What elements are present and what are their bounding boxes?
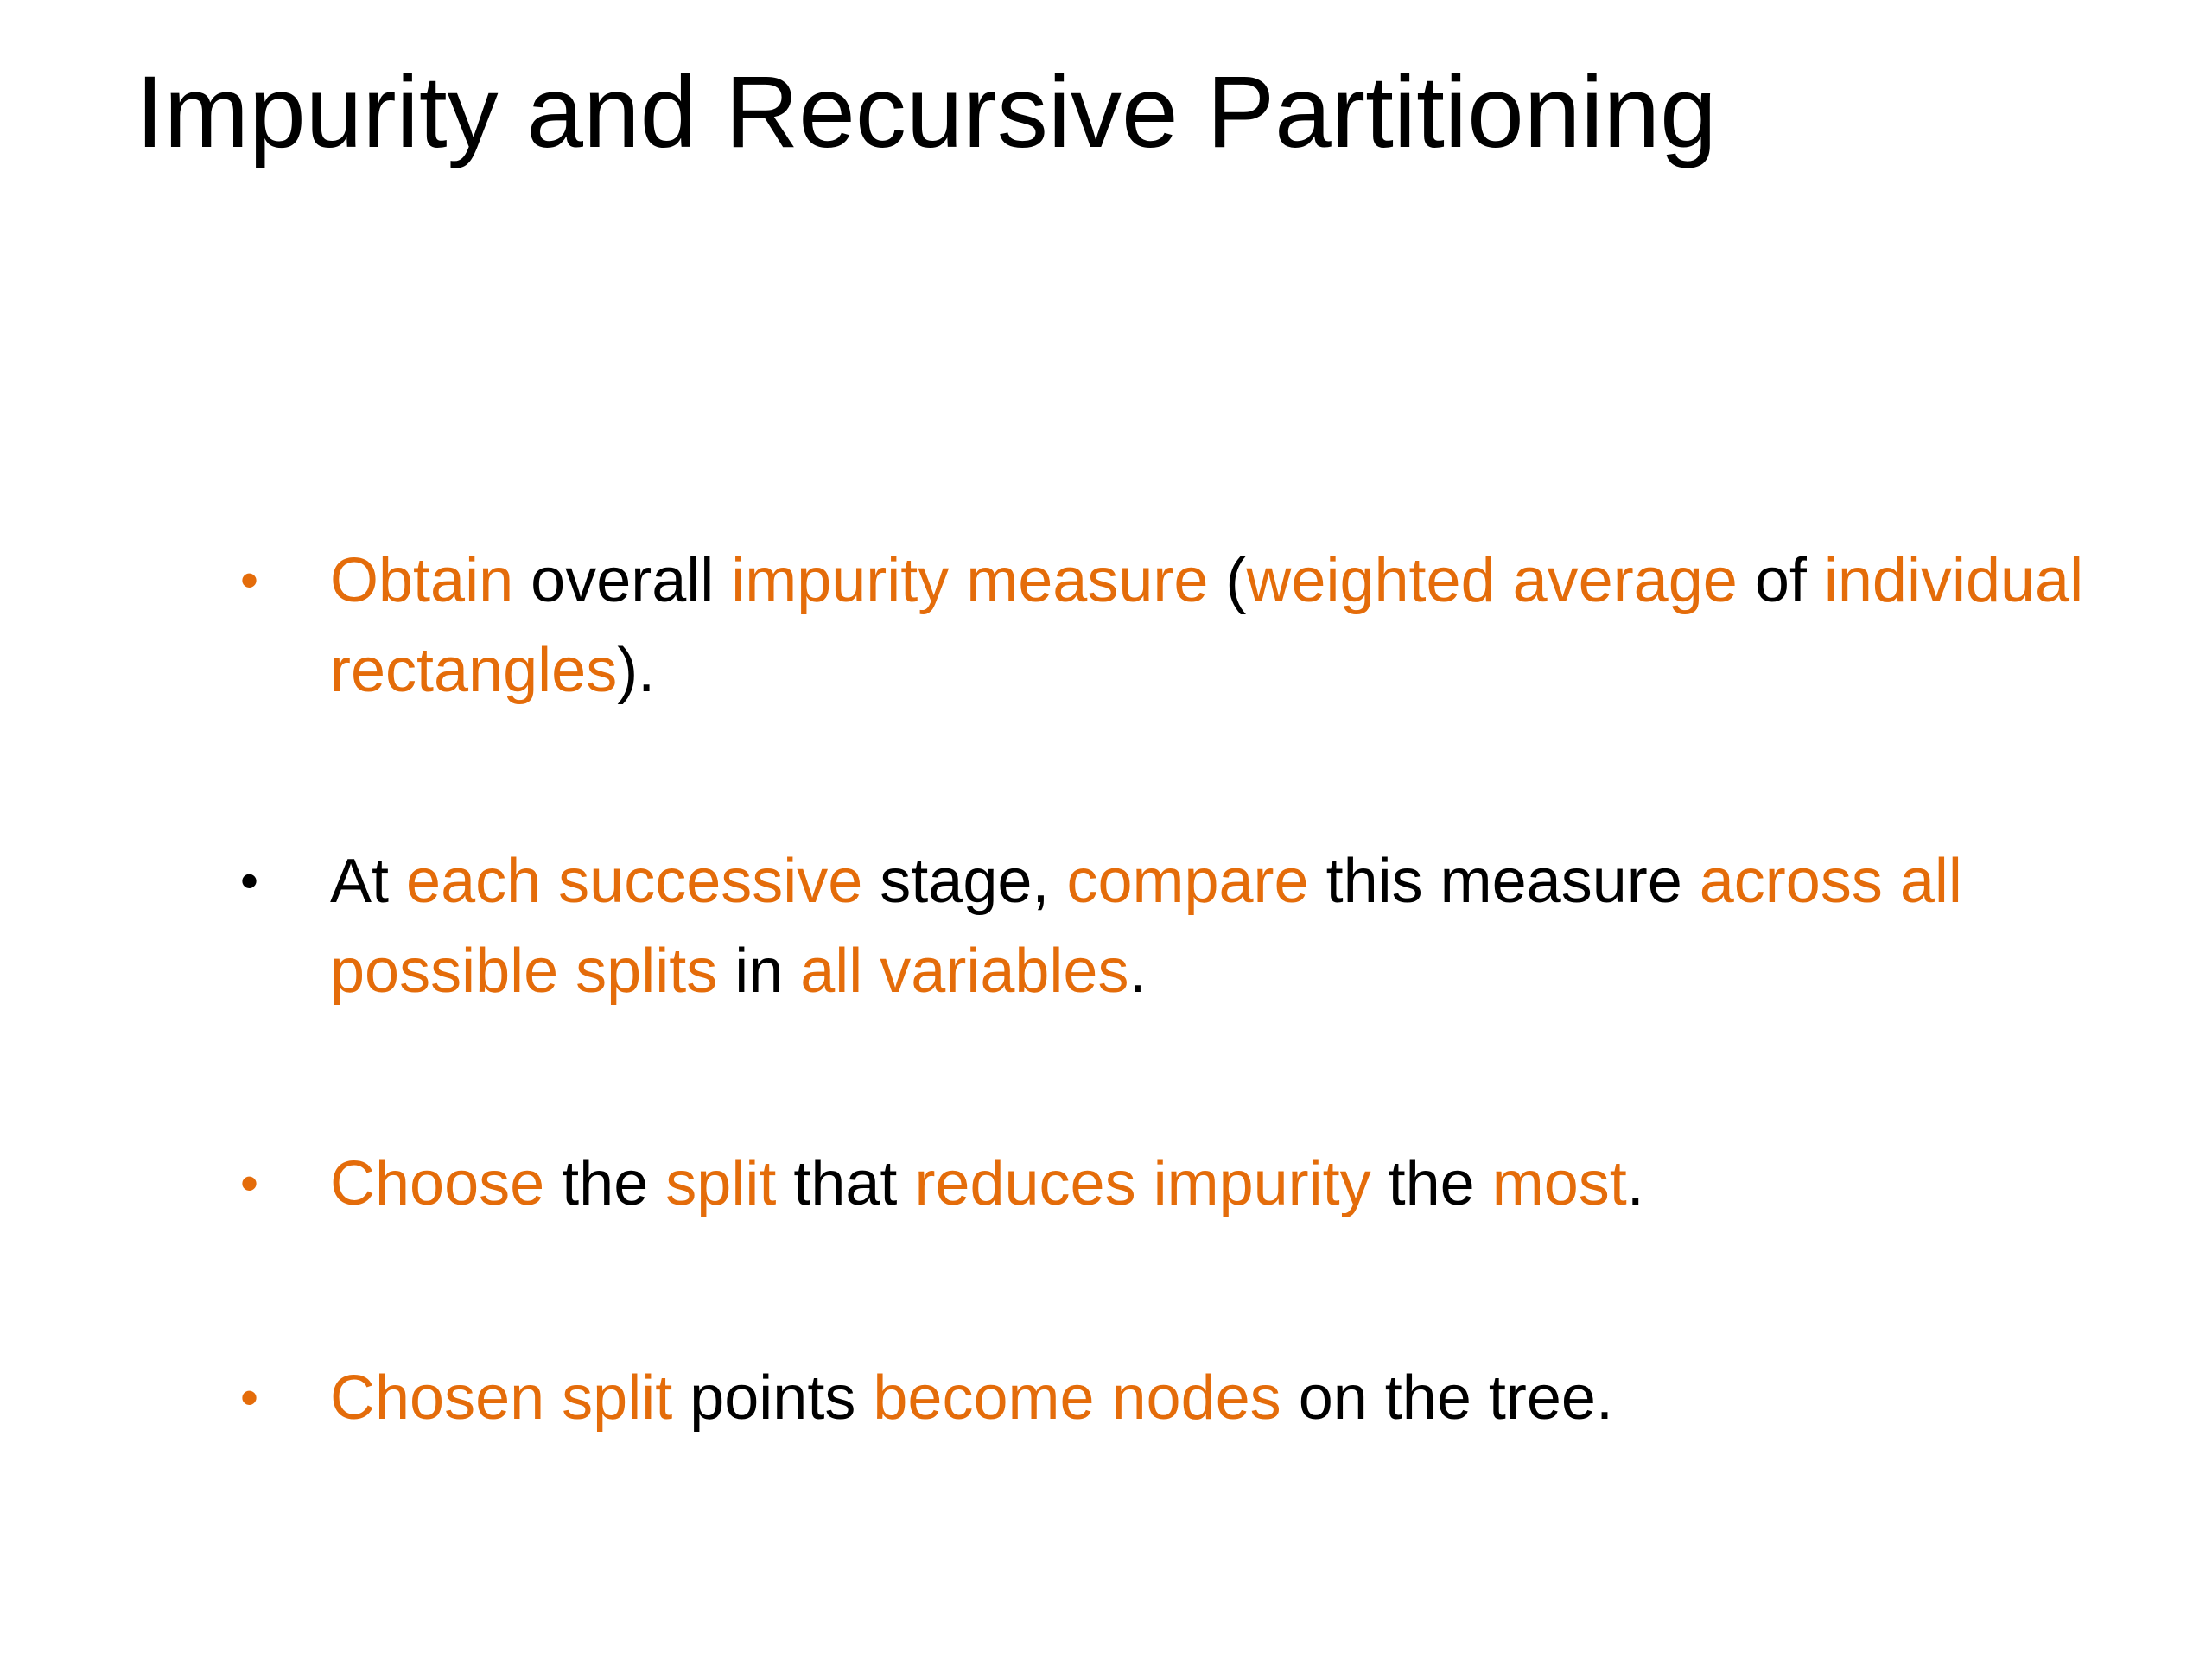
plain-text: stage, xyxy=(862,847,1067,916)
bullet-marker: • xyxy=(240,1154,259,1212)
highlighted-text: Obtain xyxy=(330,546,514,615)
highlighted-text: Chosen split xyxy=(330,1363,673,1433)
plain-text: . xyxy=(1128,937,1147,1006)
plain-text: on the tree. xyxy=(1281,1363,1613,1433)
highlighted-text: all variables xyxy=(800,937,1129,1006)
bullet-text xyxy=(330,1139,2110,1229)
plain-text: . xyxy=(1626,1149,1644,1218)
bullet-text xyxy=(330,836,2110,1016)
highlighted-text: impurity measure xyxy=(731,546,1209,615)
bullet-text xyxy=(330,1353,2110,1443)
plain-text: ). xyxy=(617,636,656,705)
highlighted-text: Choose xyxy=(330,1149,545,1218)
plain-text: the xyxy=(544,1149,666,1218)
highlighted-text: weighted average xyxy=(1246,546,1738,615)
highlighted-text: individual rectangles xyxy=(330,546,2084,705)
plain-text: the xyxy=(1370,1149,1492,1218)
bullet-marker: • xyxy=(240,852,259,910)
bullet-text xyxy=(330,536,2110,715)
highlighted-text: across all possible splits xyxy=(330,847,1962,1006)
highlighted-text: most xyxy=(1491,1149,1627,1218)
highlighted-text: compare xyxy=(1066,847,1309,916)
highlighted-text: reduces impurity xyxy=(914,1149,1371,1218)
highlighted-text: split xyxy=(665,1149,777,1218)
bullet-marker: • xyxy=(240,551,259,609)
bullet-marker: • xyxy=(240,1369,259,1427)
slide-title: Impurity and Recursive Partitioning xyxy=(136,55,1717,169)
plain-text: At xyxy=(330,847,407,916)
highlighted-text: become nodes xyxy=(873,1363,1281,1433)
plain-text: in xyxy=(717,937,801,1006)
plain-text: overall xyxy=(513,546,732,615)
highlighted-text: each successive xyxy=(406,847,863,916)
plain-text: this measure xyxy=(1308,847,1700,916)
plain-text: that xyxy=(776,1149,915,1218)
plain-text: points xyxy=(672,1363,874,1433)
plain-text: of xyxy=(1737,546,1824,615)
plain-text: ( xyxy=(1208,546,1247,615)
